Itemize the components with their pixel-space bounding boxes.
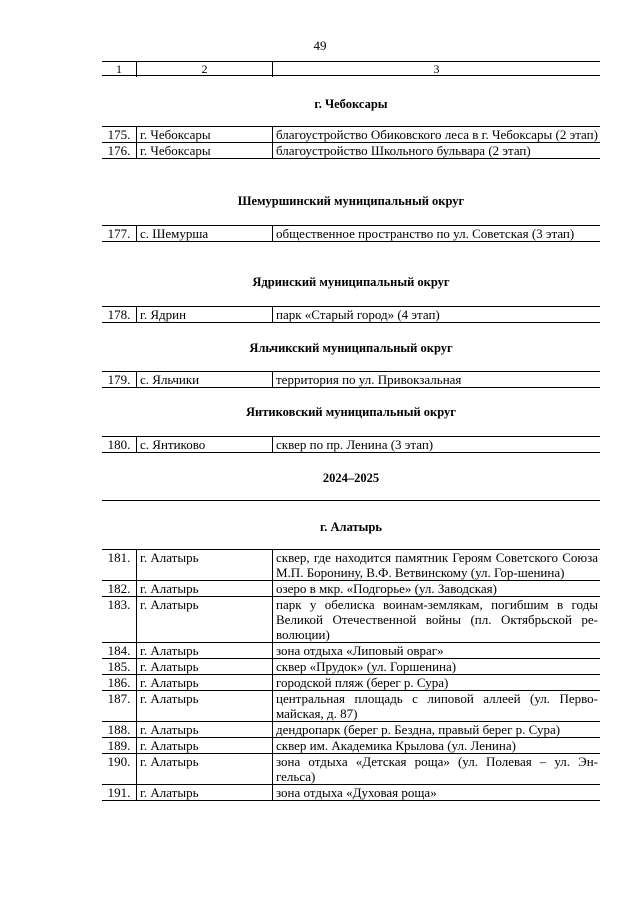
row-number: 187. [107, 691, 131, 706]
table-row [102, 659, 600, 675]
row-place: г. Алатырь [136, 643, 272, 658]
section-title-yantikovo: Янтиковский муниципальный округ [246, 405, 456, 419]
row-number: 188. [107, 722, 131, 737]
row-number: 177. [107, 226, 131, 241]
row-description: сквер «Прудок» (ул. Горшенина) [272, 659, 600, 674]
table-row [102, 226, 600, 242]
column-header-description: 3 [272, 62, 600, 77]
table-row [102, 581, 600, 597]
table-row [102, 754, 600, 785]
row-description: озеро в мкр. «Подгорье» (ул. Заводская) [272, 581, 600, 596]
column-header-number: 1 [116, 62, 122, 76]
table-alatyr [102, 549, 600, 801]
row-description: сквер, где находится памятник Героям Советского Союза М.П. Боронину, В.Ф. Ветвинскому (ул. Гор-шенина) [272, 550, 600, 580]
row-description: городской пляж (берег р. Сура) [272, 675, 600, 690]
row-place: г. Алатырь [136, 738, 272, 753]
row-number: 186. [107, 675, 131, 690]
row-number: 176. [107, 143, 131, 158]
row-number: 183. [107, 597, 131, 612]
table-yantikovo [102, 436, 600, 453]
row-description: парк у обелиска воинам-землякам, погибшим в годы Великой Отечественной войны (пл. Октябрьской ре-волюции) [272, 597, 600, 642]
page-number: 49 [313, 38, 327, 53]
row-description: благоустройство Школьного бульвара (2 этап) [272, 143, 600, 158]
row-place: г. Алатырь [136, 722, 272, 737]
row-description: благоустройство Обиковского леса в г. Чебоксары (2 этап) [272, 127, 600, 142]
table-row [102, 127, 600, 143]
row-place: с. Яльчики [136, 372, 272, 387]
table-row [102, 550, 600, 581]
period-title: 2024–2025 [322, 471, 380, 485]
section-title-cheboksary: г. Чебоксары [314, 97, 388, 111]
row-place: г. Алатырь [136, 754, 272, 784]
table-row [102, 722, 600, 738]
row-place: с. Янтиково [136, 437, 272, 452]
table-row [102, 785, 600, 801]
period-divider [102, 500, 600, 501]
row-description: зона отдыха «Детская роща» (ул. Полевая – ул. Эн-гельса) [272, 754, 600, 784]
table-row [102, 643, 600, 659]
row-place: г. Ядрин [136, 307, 272, 322]
row-number: 180. [107, 437, 131, 452]
row-number: 175. [107, 127, 131, 142]
row-description: центральная площадь с липовой аллеей (ул. Перво-майская, д. 87) [272, 691, 600, 721]
table-row [102, 597, 600, 643]
table-row [102, 437, 600, 453]
table-shemursha [102, 225, 600, 242]
row-place: г. Чебоксары [136, 143, 272, 158]
table-row [102, 675, 600, 691]
row-number: 191. [107, 785, 131, 800]
table-row [102, 372, 600, 388]
row-place: г. Алатырь [136, 581, 272, 596]
table-cheboksary [102, 126, 600, 159]
section-title-alatyr: г. Алатырь [320, 520, 382, 534]
row-description: общественное пространство по ул. Советская (3 этап) [272, 226, 600, 241]
row-number: 178. [107, 307, 131, 322]
table-yadrin [102, 306, 600, 323]
row-place: г. Алатырь [136, 675, 272, 690]
row-place: г. Алатырь [136, 597, 272, 642]
row-description: дендропарк (берег р. Бездна, правый берег р. Сура) [272, 722, 600, 737]
row-description: территория по ул. Привокзальная [272, 372, 600, 387]
section-title-yadrin: Ядринский муниципальный округ [252, 275, 450, 289]
table-row [102, 143, 600, 159]
row-description: сквер им. Академика Крылова (ул. Ленина) [272, 738, 600, 753]
row-number: 182. [107, 581, 131, 596]
row-description: зона отдыха «Духовая роща» [272, 785, 600, 800]
row-description: парк «Старый город» (4 этап) [272, 307, 600, 322]
table-yalchiki [102, 371, 600, 388]
section-title-shemursha: Шемуршинский муниципальный округ [237, 194, 465, 208]
row-number: 184. [107, 643, 131, 658]
row-place: г. Чебоксары [136, 127, 272, 142]
row-place: г. Алатырь [136, 691, 272, 721]
row-number: 190. [107, 754, 131, 769]
section-title-yalchiki: Яльчикский муниципальный округ [249, 341, 453, 355]
row-place: с. Шемурша [136, 226, 272, 241]
table-row [102, 307, 600, 323]
row-number: 185. [107, 659, 131, 674]
row-number: 179. [107, 372, 131, 387]
table-column-header [102, 61, 600, 76]
row-description: зона отдыха «Липовый овраг» [272, 643, 600, 658]
row-number: 181. [107, 550, 131, 565]
row-place: г. Алатырь [136, 785, 272, 800]
column-header-place: 2 [136, 62, 272, 77]
row-place: г. Алатырь [136, 550, 272, 580]
table-row [102, 691, 600, 722]
row-place: г. Алатырь [136, 659, 272, 674]
row-description: сквер по пр. Ленина (3 этап) [272, 437, 600, 452]
row-number: 189. [107, 738, 131, 753]
table-row [102, 738, 600, 754]
